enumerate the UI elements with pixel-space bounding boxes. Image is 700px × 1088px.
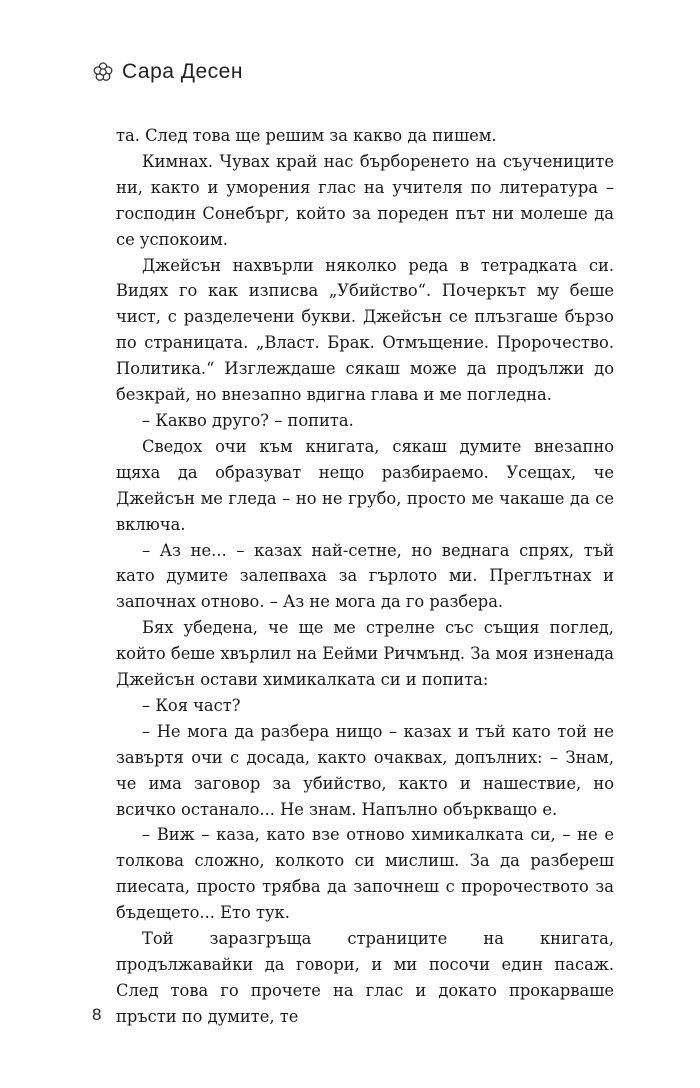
paragraph: – Аз не... – казах най-сетне, но веднага спрях, тъй като думите залепваха за гърлото ми. Преглътнах и започнах отново. – Аз не мога да го разбера. bbox=[116, 540, 614, 612]
paragraph: – Какво друго? – попита. bbox=[142, 410, 354, 430]
paragraph: Бях убедена, че ще ме стрелне със същия поглед, който беше хвърлил на Еейми Ричмънд. За моя изненада Джейсън остави химикалката си и попита: bbox=[116, 618, 614, 690]
paragraph: Той заразгръща страниците на книгата, продължавайки да говори, и ми посочи един пасаж. След това го прочете на глас и докато прокарваше пръсти по думите, те bbox=[116, 929, 614, 1026]
paragraph: Кимнах. Чувах край нас бърборенето на съучениците ни, както и уморения глас на учителя по литература – господин Сонебърг, който за пореден път ни молеше да се успокоим. bbox=[116, 151, 614, 249]
paragraph: Джейсън нахвърли няколко реда в тетрадката си. Видях го как изписва „Убийство“. Почеркът му беше чист, с разделечени букви. Джейсън се плъзгаше бързо по страницата. „Власт. Брак. Отмъщение. Пророчество. Политика.“ Изглеждаше сякаш може да продължи до безкрай, но внезапно вдигна глава и ме погледна. bbox=[116, 255, 614, 405]
paragraph: – Коя част? bbox=[142, 695, 241, 715]
author-name: Сара Десен bbox=[122, 60, 243, 83]
body-text bbox=[116, 123, 614, 1030]
paragraph: – Виж – каза, като взе отново химикалката си, – не е толкова сложно, колкото си мислиш. За да разбереш пиесата, просто трябва да започнеш с пророчеството за бъдещето... Ето тук. bbox=[116, 825, 614, 923]
flower-icon bbox=[92, 61, 114, 83]
paragraph: – Не мога да разбера нищо – казах и тъй като той не завъртя очи с досада, както очаквах, допълних: – Знам, че има заговор за убийство, както и нашествие, но всичко останало... Не знам. Напълно объркващо е. bbox=[116, 721, 614, 819]
paragraph: Сведох очи към книгата, сякаш думите внезапно щяха да образуват нещо разбираемо. Усещах, че Джейсън ме гледа – но не грубо, просто ме чакаше да се включа. bbox=[116, 436, 614, 534]
paragraph: та. След това ще решим за какво да пишем. bbox=[116, 126, 497, 145]
page-number: 8 bbox=[92, 1005, 102, 1024]
running-header bbox=[92, 60, 243, 84]
